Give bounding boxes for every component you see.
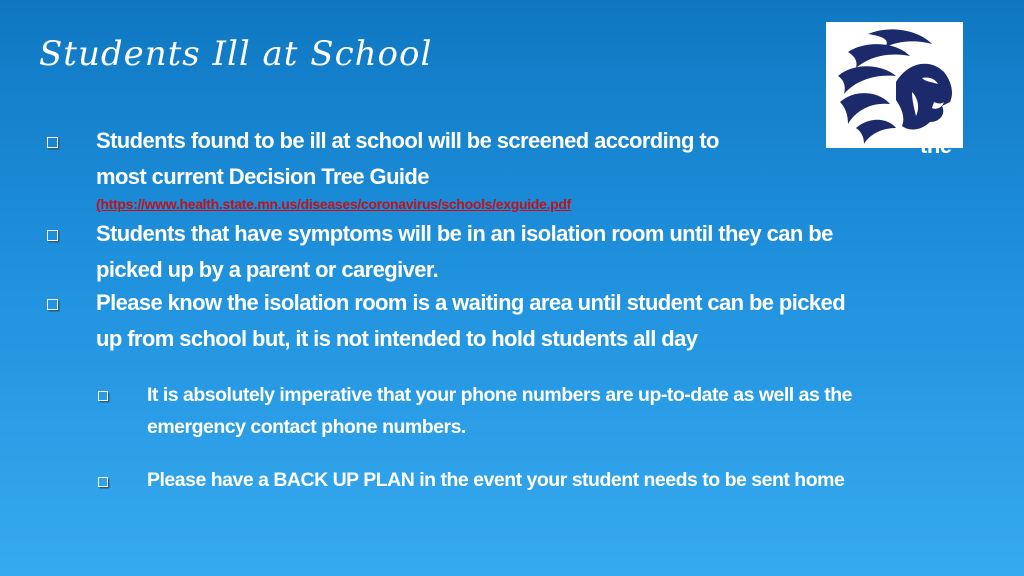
bullet-3-line-2: up from school but, it is not intended to hold students all day [96, 326, 698, 351]
bullet-2-line-1: Students that have symptoms will be in an isolation room until they can be [96, 221, 833, 246]
sub-bullet-square-icon [98, 391, 108, 401]
bullet-square-icon [47, 230, 58, 241]
sub-bullet-1-line-1: It is absolutely imperative that your phone numbers are up-to-date as well as the [147, 384, 853, 406]
sub-bullet-square-icon [98, 477, 108, 487]
sub-bullet-2-line-1: Please have a BACK UP PLAN in the event your student needs to be sent home [147, 469, 845, 491]
lion-head-logo-icon [826, 22, 963, 148]
bullet-1-line-2: most current Decision Tree Guide [96, 164, 429, 189]
decision-tree-link[interactable]: (https://www.health.state.mn.us/diseases/coronavirus/schools/exguide.pdf [96, 196, 571, 212]
bullet-3-line-1: Please know the isolation room is a waiting area until student can be picked [96, 290, 846, 315]
bullet-2-line-2: picked up by a parent or caregiver. [96, 257, 439, 282]
bullet-1-line-1: Students found to be ill at school will be screened according to [96, 128, 719, 153]
bullet-square-icon [47, 137, 58, 148]
slide-title: Students Ill at School [39, 34, 433, 74]
sub-bullet-1-line-2: emergency contact phone numbers. [147, 416, 466, 438]
bullet-square-icon [47, 299, 58, 310]
